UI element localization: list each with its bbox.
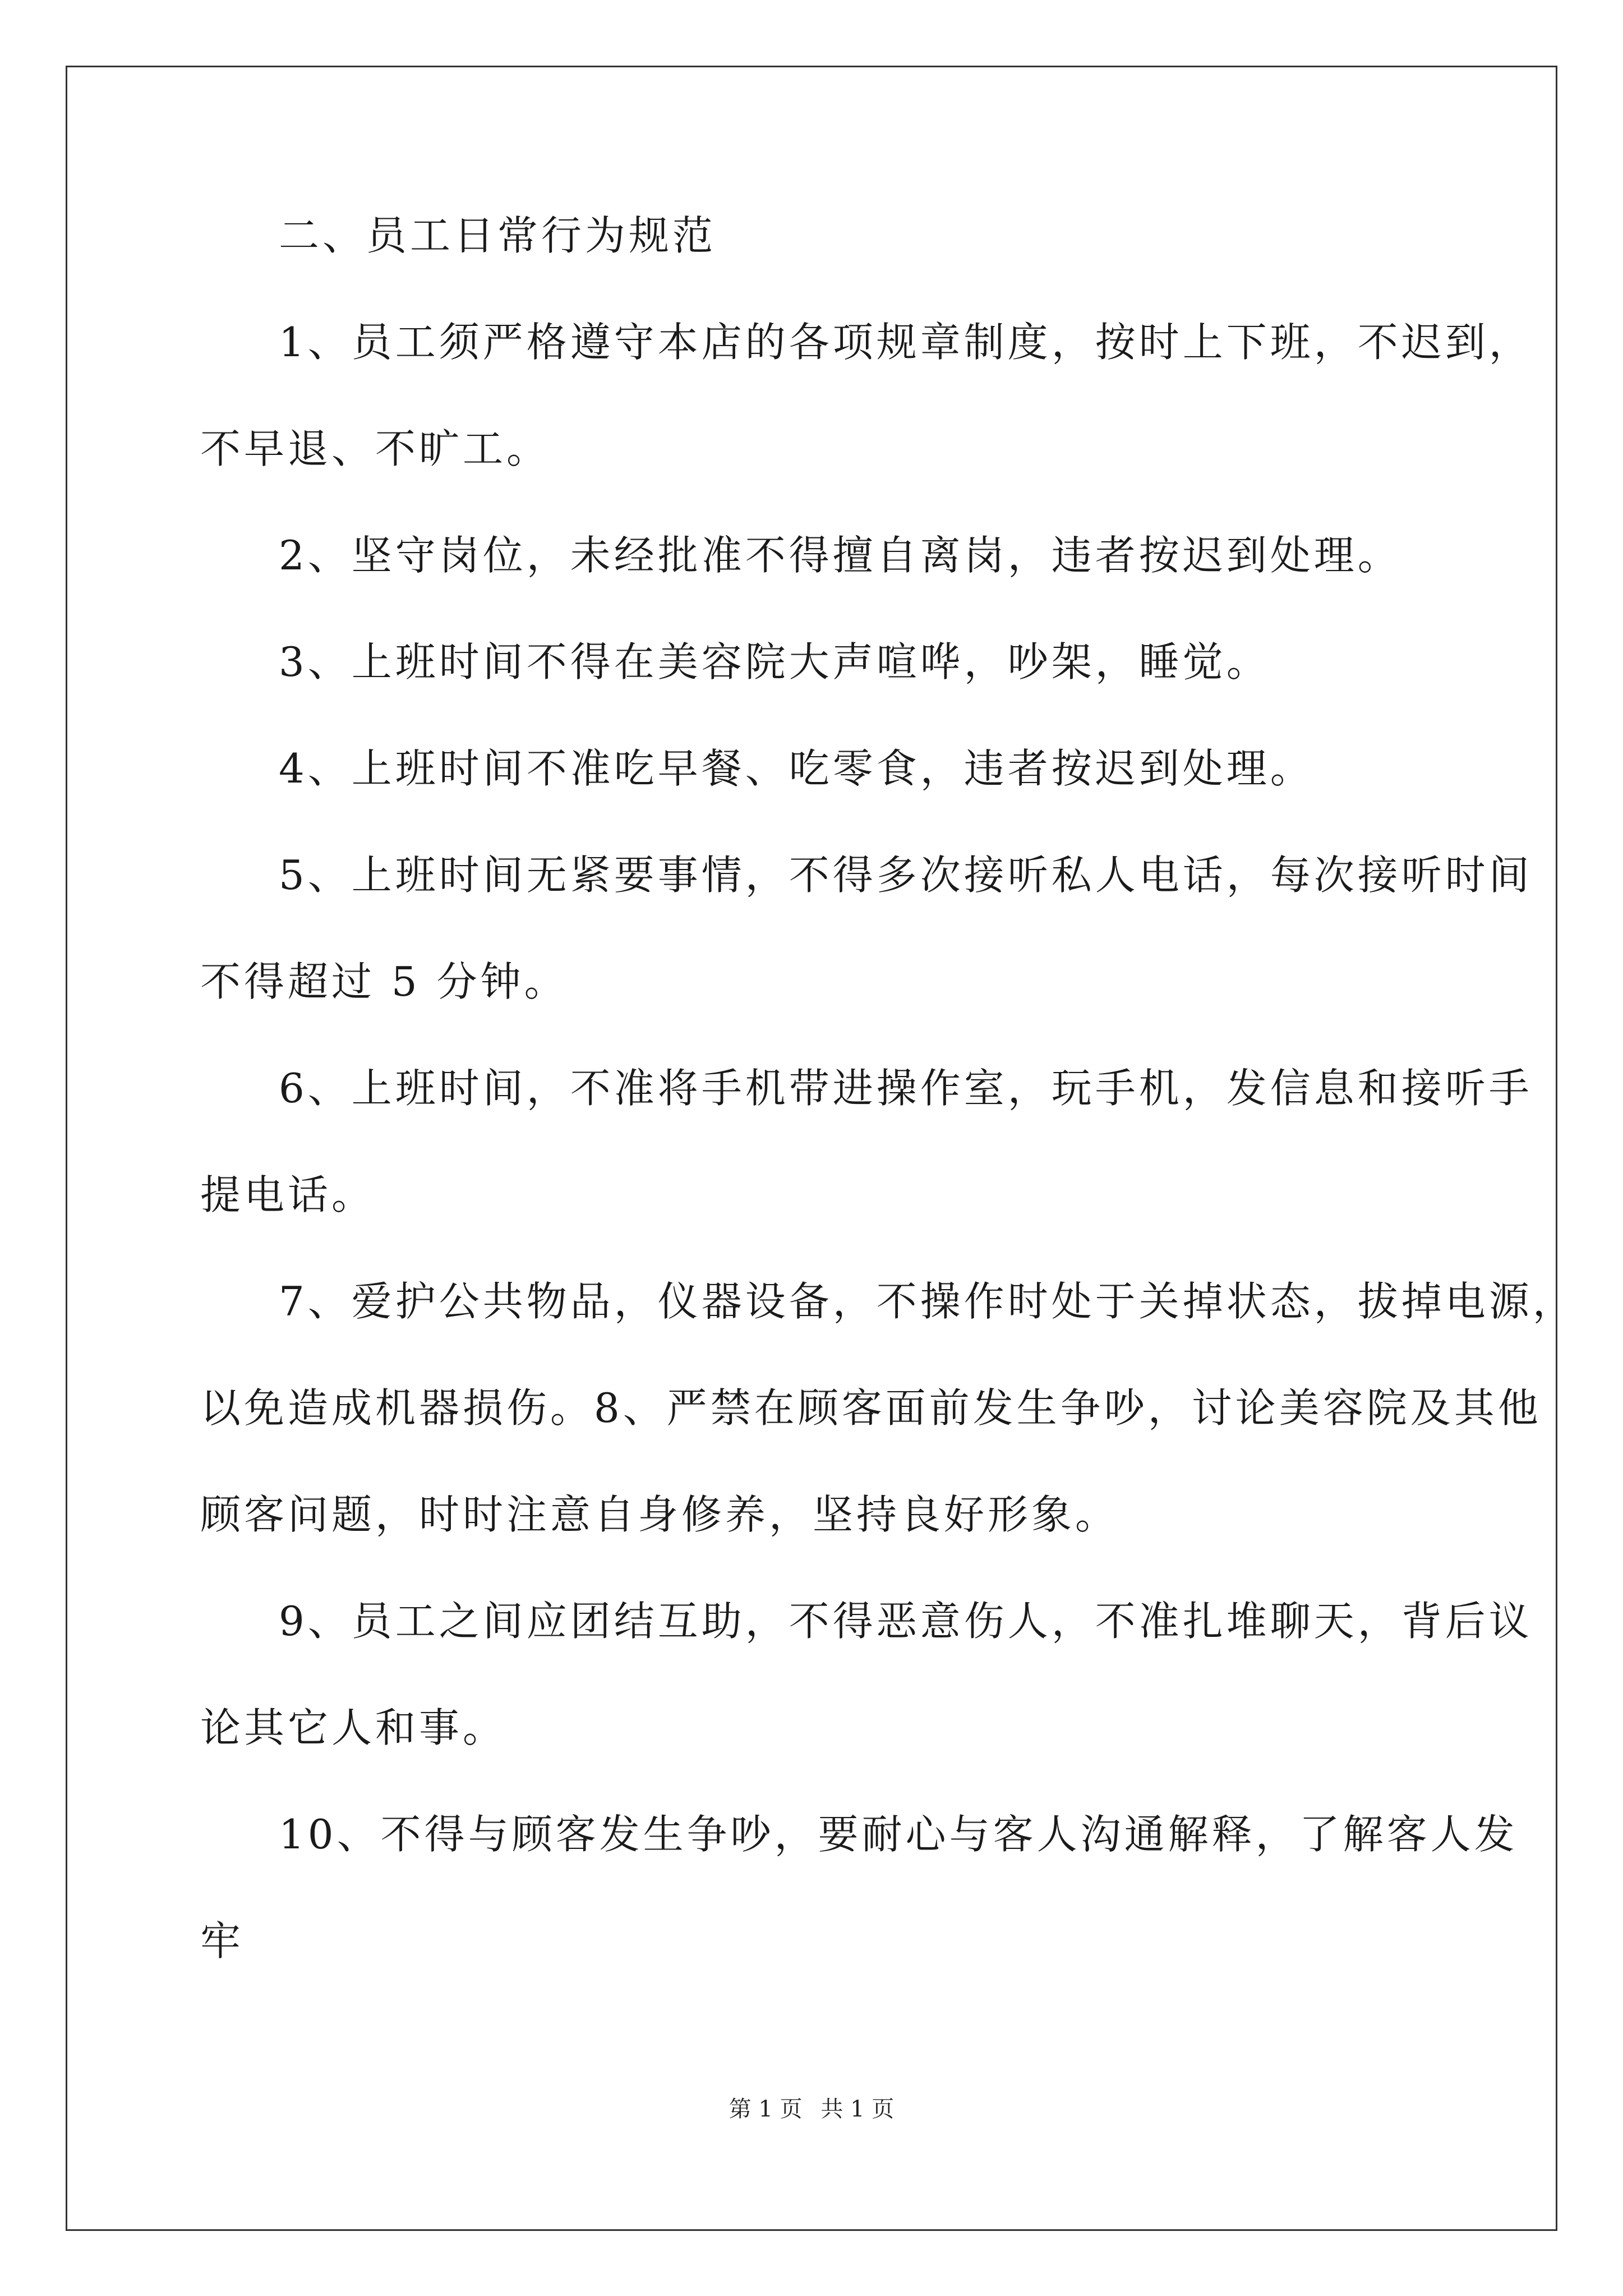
paragraph-line: 7、爱护公共物品，仪器设备，不操作时处于关掉状态，拔掉电源， — [279, 1278, 1576, 1325]
paragraph-line: 提电话。 — [200, 1171, 376, 1218]
paragraph-line: 9、员工之间应团结互助，不得恶意伤人，不准扎堆聊天，背后议 — [279, 1598, 1533, 1645]
paragraph-line: 10、不得与顾客发生争吵，要耐心与客人沟通解释，了解客人发 — [279, 1811, 1518, 1858]
paragraph-line: 1、员工须严格遵守本店的各项规章制度，按时上下班，不迟到， — [279, 319, 1533, 366]
paragraph-line: 论其它人和事。 — [200, 1704, 507, 1751]
paragraph-line: 3、上班时间不得在美容院大声喧哗，吵架，睡觉。 — [279, 638, 1270, 685]
page-border — [66, 66, 1557, 2231]
section-heading: 二、员工日常行为规范 — [279, 212, 717, 259]
paragraph-line: 以免造成机器损伤。8、严禁在顾客面前发生争吵，讨论美容院及其他 — [200, 1384, 1542, 1432]
paragraph-line: 2、坚守岗位，未经批准不得擅自离岗，违者按迟到处理。 — [279, 532, 1401, 579]
paragraph-line: 4、上班时间不准吃早餐、吃零食，违者按迟到处理。 — [279, 745, 1314, 792]
paragraph-line: 不早退、不旷工。 — [200, 425, 551, 472]
paragraph-line: 牢 — [200, 1917, 245, 1964]
paragraph-line: 5、上班时间无紧要事情，不得多次接听私人电话，每次接听时间 — [279, 852, 1533, 899]
paragraph-line: 顾客问题，时时注意自身修养，坚持良好形象。 — [200, 1491, 1119, 1538]
paragraph-line: 6、上班时间，不准将手机带进操作室，玩手机，发信息和接听手 — [279, 1065, 1533, 1112]
paragraph-line: 不得超过 5 分钟。 — [200, 958, 568, 1005]
page-footer — [0, 2092, 1623, 2126]
page-total: 共 1 页 — [820, 2096, 895, 2122]
page-number: 第 1 页 — [728, 2096, 803, 2122]
